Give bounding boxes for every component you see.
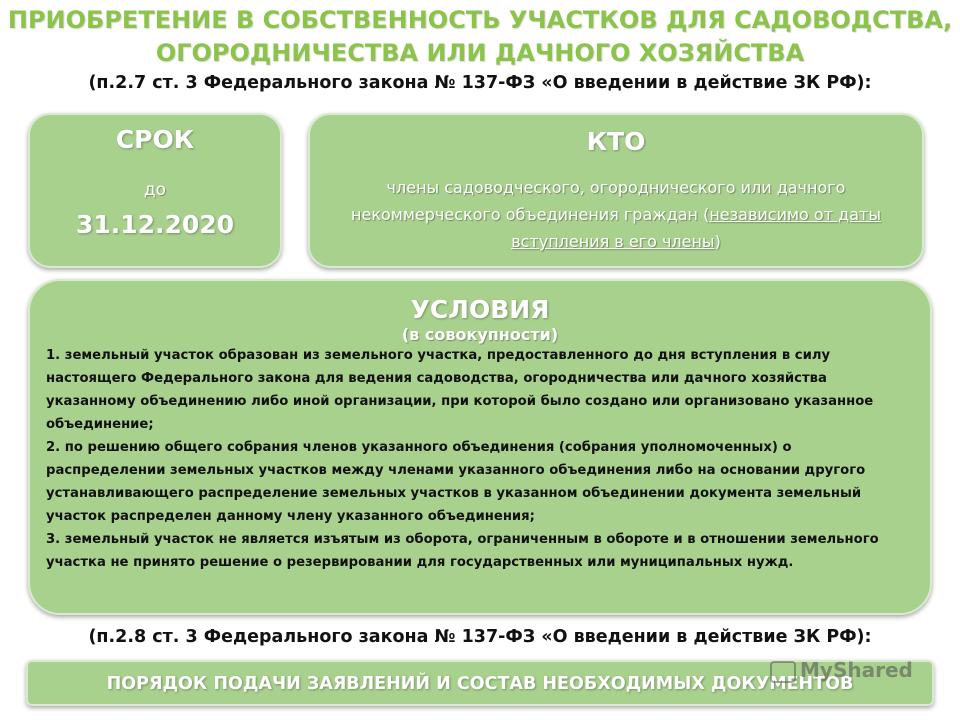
title-line-2: ОГОРОДНИЧЕСТВА ИЛИ ДАЧНОГО ХОЗЯЙСТВА xyxy=(155,39,805,67)
condition-item: 3. земельный участок не является изъятым из оборота, ограниченным в обороте и в отношении земельного участка не принято решение о резервировании для государственных или муниципальных нужд. xyxy=(46,532,879,570)
page-title xyxy=(0,4,960,70)
who-text xyxy=(330,174,902,255)
deadline-box xyxy=(28,113,282,268)
conditions-heading: УСЛОВИЯ xyxy=(410,295,550,324)
law-reference-bottom: (п.2.8 ст. 3 Федерального закона № 137-ФЗ «О введении в действие ЗК РФ): xyxy=(88,627,872,647)
presentation-icon xyxy=(770,661,796,683)
who-text-main: члены садоводческого, огороднического или дачного некоммерческого объединения граждан ( xyxy=(351,178,846,224)
who-heading: КТО xyxy=(586,127,646,156)
procedure-banner-text: ПОРЯДОК ПОДАЧИ ЗАЯВЛЕНИЙ И СОСТАВ НЕОБХОДИМЫХ ДОКУМЕНТОВ xyxy=(106,674,854,694)
deadline-date: 31.12.2020 xyxy=(75,210,235,239)
who-text-underlined: независимо от даты вступления в его члены xyxy=(511,205,881,251)
watermark xyxy=(770,658,913,683)
law-reference-top: (п.2.7 ст. 3 Федерального закона № 137-ФЗ «О введении в действие ЗК РФ): xyxy=(88,73,872,93)
deadline-prefix: до xyxy=(143,180,167,200)
deadline-heading: СРОК xyxy=(115,125,195,154)
who-box xyxy=(308,113,924,268)
condition-item: 1. земельный участок образован из земельного участка, предоставленного до дня вступления в силу настоящего Федерального закона для ведения садоводства, огородничества или дачного хозяйства указанному объединению либо иной организации, при которой было создано или организовано указанное объединение; xyxy=(46,348,874,432)
conditions-box xyxy=(28,279,932,615)
who-text-suffix: ) xyxy=(714,232,721,251)
conditions-list xyxy=(46,344,912,574)
conditions-subheading: (в совокупности) xyxy=(401,325,559,344)
condition-item: 2. по решению общего собрания членов указанного объединения (собрания уполномоченных) о распределении земельных участков между членами указанного объединения либо на основании другого устанавливающего распределение земельных участков в указанном объединении документа земельный участок распределен данному члену указанного объединения; xyxy=(46,440,866,524)
title-line-1: ПРИОБРЕТЕНИЕ В СОБСТВЕННОСТЬ УЧАСТКОВ ДЛЯ САДОВОДСТВА, xyxy=(7,6,953,34)
watermark-text: MyShared xyxy=(800,658,913,682)
